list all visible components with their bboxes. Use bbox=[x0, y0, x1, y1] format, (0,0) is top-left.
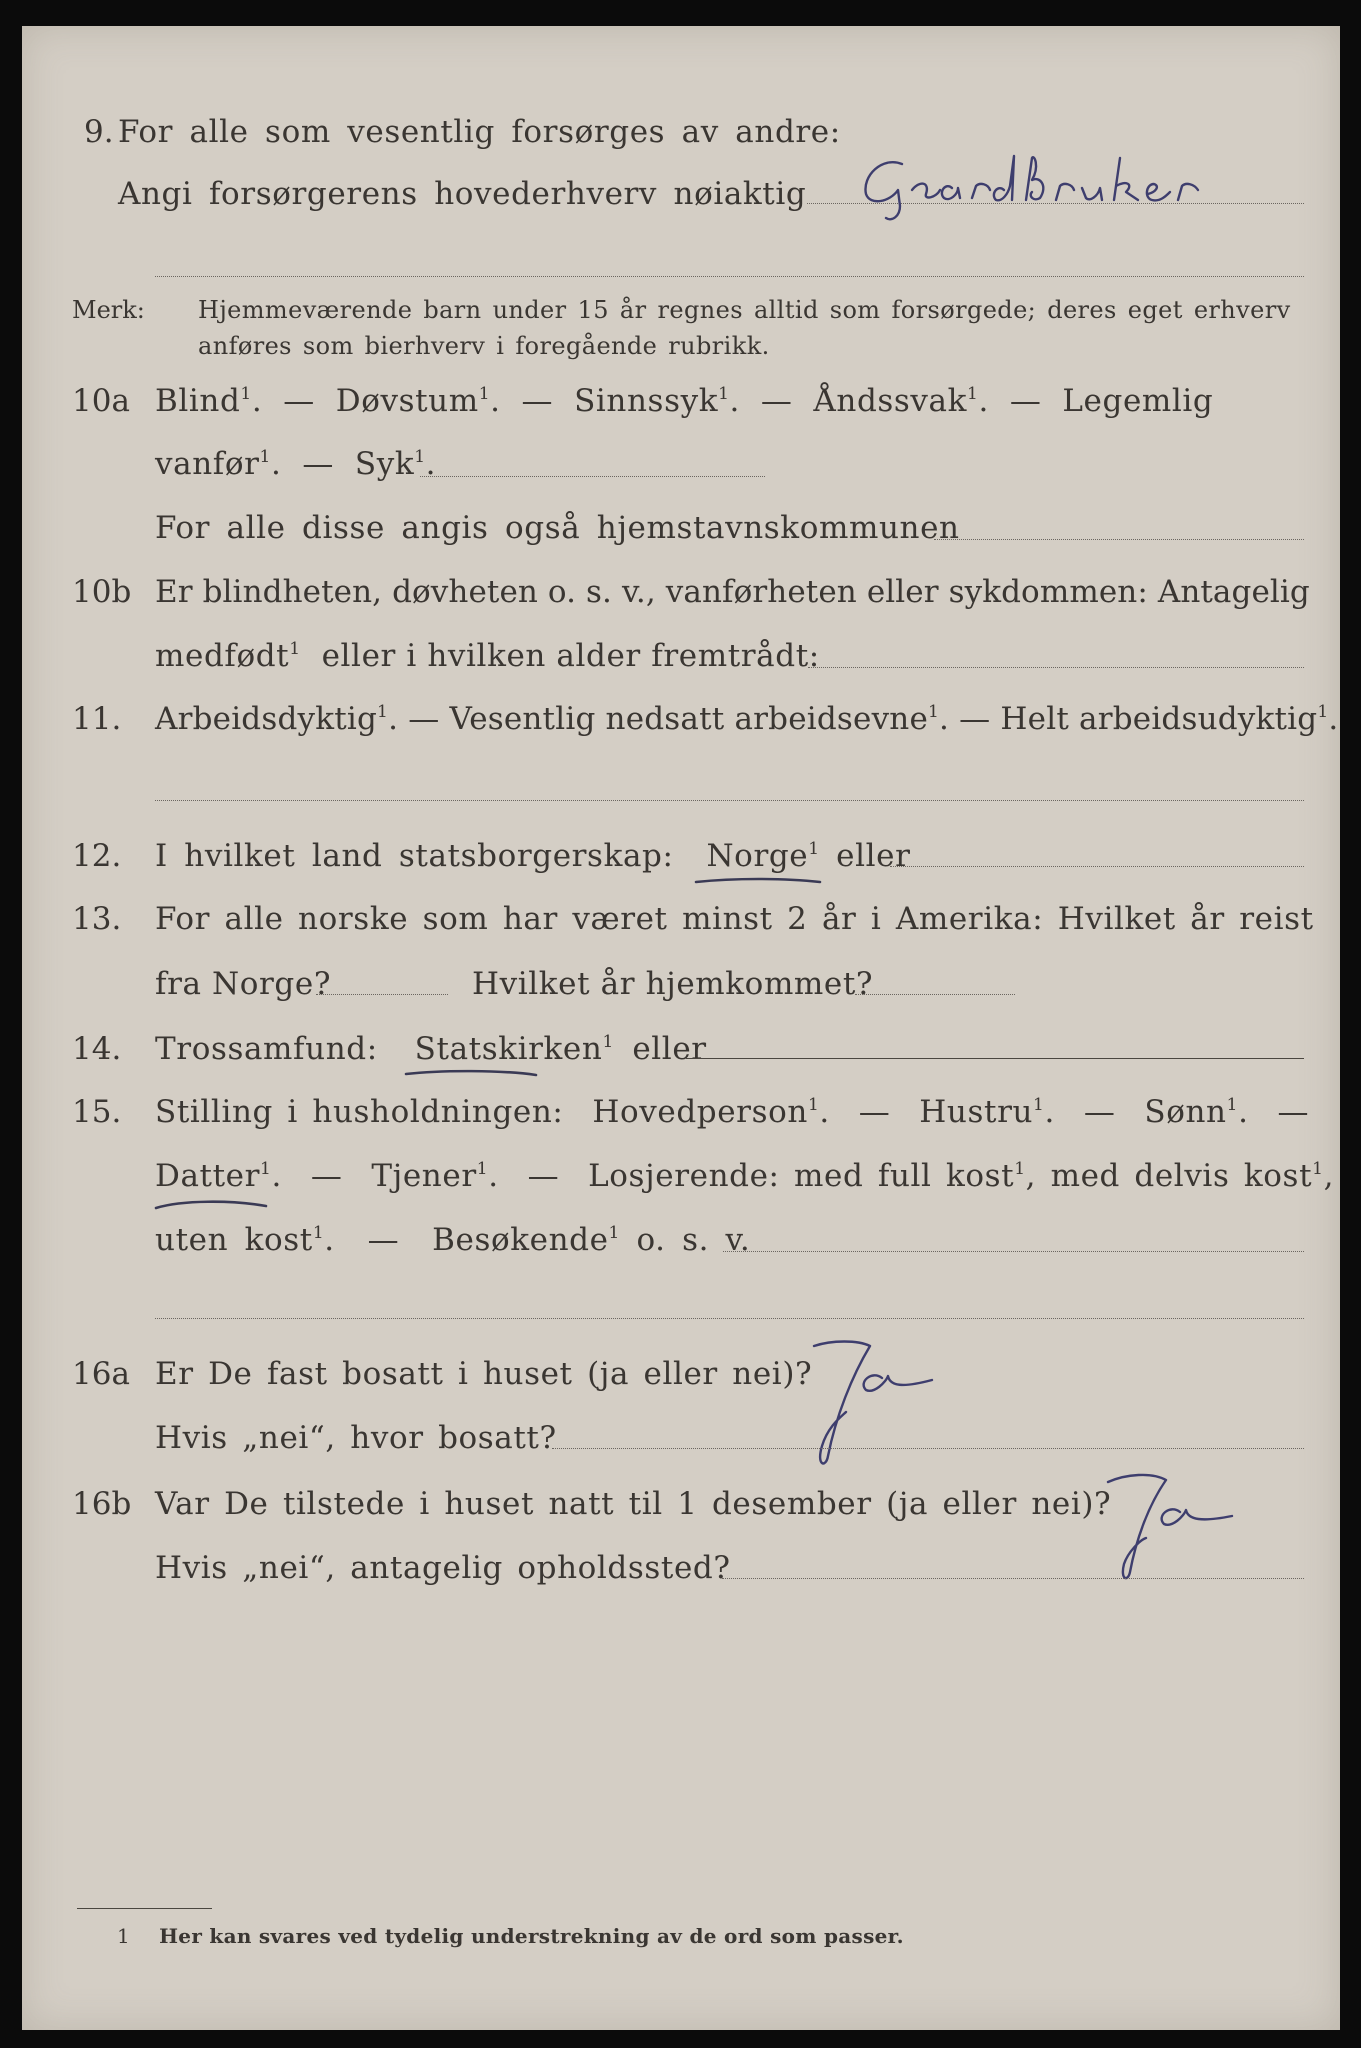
option-besokende: Besøkende bbox=[432, 1222, 609, 1258]
question-10a-answer-line-2 bbox=[934, 539, 1304, 540]
merk-label: Merk: bbox=[72, 296, 145, 324]
option-sonn: Sønn bbox=[1144, 1094, 1227, 1130]
census-form-page bbox=[22, 26, 1340, 2030]
question-16a-answer-line bbox=[552, 1448, 1304, 1449]
merk-line-1: Hjemmeværende barn under 15 år regnes alltid som forsørgede; deres eget erhverv bbox=[198, 296, 1291, 324]
question-13-reist-label: fra Norge? bbox=[155, 966, 332, 1002]
option-blind: Blind bbox=[155, 383, 241, 419]
question-15-line-3: uten kost$^1$. — Besøkende$^1$ o. s. v. bbox=[155, 1222, 751, 1258]
option-medfodt: medfødt bbox=[155, 638, 290, 674]
question-9-extra-line bbox=[155, 276, 1304, 277]
question-16a-line-2: Hvis „nei“, hvor bosatt? bbox=[155, 1420, 557, 1456]
option-norge: Norge bbox=[706, 838, 809, 874]
question-14-answer-line bbox=[686, 1058, 1304, 1059]
question-10a-line-1: Blind$^1$. — Døvstum$^1$. — Sinnssyk$^1$. — Åndssvak$^1$. — Legemlig bbox=[155, 383, 1214, 419]
option-sinnssyk: Sinnssyk bbox=[574, 383, 719, 419]
question-16a-number: 16a bbox=[72, 1356, 130, 1392]
option-tjener: Tjener bbox=[371, 1158, 477, 1194]
option-arbeidsdyktig: Arbeidsdyktig bbox=[155, 701, 378, 737]
option-andssvak: Åndssvak bbox=[813, 383, 968, 419]
question-13-line-1: For alle norske som har været minst 2 år i Amerika: Hvilket år reist bbox=[155, 901, 1314, 937]
option-vanfor: vanfør bbox=[155, 446, 260, 482]
question-10b-line-2: medfødt$^1$ eller i hvilken alder fremtrådt: bbox=[155, 638, 820, 674]
option-delvis-kost: med delvis kost bbox=[1050, 1158, 1313, 1194]
question-15-line-1: Stilling i husholdningen: Hovedperson$^1$. — Hustru$^1$. — Sønn$^1$. — bbox=[155, 1094, 1310, 1130]
question-9-handwritten-answer bbox=[842, 146, 1322, 226]
question-12-line-1: I hvilket land statsborgerskap: Norge$^1$ eller bbox=[155, 838, 911, 874]
option-helt-arbeidsudyktig: Helt arbeidsudyktig bbox=[1000, 701, 1318, 737]
option-nedsatt-arbeidsevne: Vesentlig nedsatt arbeidsevne bbox=[449, 701, 928, 737]
question-16a-line-1: Er De fast bosatt i huset (ja eller nei)? bbox=[155, 1356, 813, 1392]
footnote-text: Her kan svares ved tydelig understrekning av de ord som passer. bbox=[159, 1924, 904, 1948]
question-11-number: 11. bbox=[72, 701, 122, 737]
footnote-marker: 1 bbox=[117, 1924, 131, 1948]
statskirken-underline-mark bbox=[402, 1066, 542, 1080]
question-9-line-1: For alle som vesentlig forsørges av andre: bbox=[118, 114, 841, 150]
question-16b-number: 16b bbox=[72, 1486, 132, 1522]
question-14-number: 14. bbox=[72, 1031, 122, 1067]
question-16b-handwritten-answer bbox=[1082, 1460, 1262, 1610]
option-legemlig: Legemlig bbox=[1062, 383, 1214, 419]
question-10a-line-3: For alle disse angis også hjemstavnskommunen bbox=[155, 510, 960, 546]
question-9-line-2: Angi forsørgerens hovederhverv nøiaktig bbox=[118, 176, 807, 212]
question-13-number: 13. bbox=[72, 901, 122, 937]
norge-underline-mark bbox=[694, 874, 824, 888]
footnote-separator bbox=[77, 1908, 212, 1909]
option-statskirken: Statskirken bbox=[414, 1031, 603, 1067]
question-10a-answer-line-1 bbox=[420, 476, 765, 477]
option-dovstum: Døvstum bbox=[335, 383, 479, 419]
question-15-extra-line bbox=[155, 1318, 1304, 1319]
merk-line-2: anføres som bierhverv i foregående rubrikk. bbox=[198, 332, 770, 360]
question-10a-line-2: vanfør$^1$. — Syk$^1$. bbox=[155, 446, 437, 482]
question-12-number: 12. bbox=[72, 838, 122, 874]
option-hovedperson: Hovedperson bbox=[592, 1094, 808, 1130]
question-16a-handwritten-answer bbox=[792, 1326, 962, 1486]
question-11-extra-line bbox=[155, 800, 1304, 801]
question-15-line-2: Datter$^1$. — Tjener$^1$. — Losjerende: med full kost$^1$, med delvis kost$^1$, bbox=[155, 1158, 1335, 1194]
option-hustru: Hustru bbox=[919, 1094, 1034, 1130]
option-syk: Syk bbox=[354, 446, 415, 482]
question-16b-line-2: Hvis „nei“, antagelig opholdssted? bbox=[155, 1550, 731, 1586]
question-13-reist-answer-line bbox=[316, 994, 448, 995]
option-losjerende-full-kost: Losjerende: med full kost bbox=[588, 1158, 1015, 1194]
question-10b-number: 10b bbox=[72, 574, 132, 610]
question-16b-line-1: Var De tilstede i huset natt til 1 desember (ja eller nei)? bbox=[155, 1486, 1112, 1522]
option-uten-kost: uten kost bbox=[155, 1222, 313, 1258]
question-13-hjemkommet-answer-line bbox=[855, 994, 1015, 995]
question-12-answer-line bbox=[890, 866, 1304, 867]
question-10a-number: 10a bbox=[72, 383, 130, 419]
datter-underline-mark bbox=[152, 1196, 272, 1214]
question-13-hjemkommet-label: Hvilket år hjemkommet? bbox=[472, 966, 874, 1002]
question-11-line-1: Arbeidsdyktig$^1$. — Vesentlig nedsatt arbeidsevne$^1$. — Helt arbeidsudyktig$^1$. bbox=[155, 701, 1339, 737]
question-10b-line-1: Er blindheten, døvheten o. s. v., vanførheten eller sykdommen: Antagelig bbox=[155, 574, 1310, 610]
question-14-line-1: Trossamfund: Statskirken$^1$ eller bbox=[155, 1031, 707, 1067]
question-10b-answer-line bbox=[808, 667, 1304, 668]
question-15-answer-line bbox=[723, 1251, 1304, 1252]
question-16b-answer-line bbox=[722, 1578, 1304, 1579]
question-15-number: 15. bbox=[72, 1094, 122, 1130]
footnote bbox=[117, 1924, 904, 1948]
option-datter: Datter bbox=[155, 1158, 261, 1194]
question-9-number: 9. bbox=[84, 114, 114, 150]
